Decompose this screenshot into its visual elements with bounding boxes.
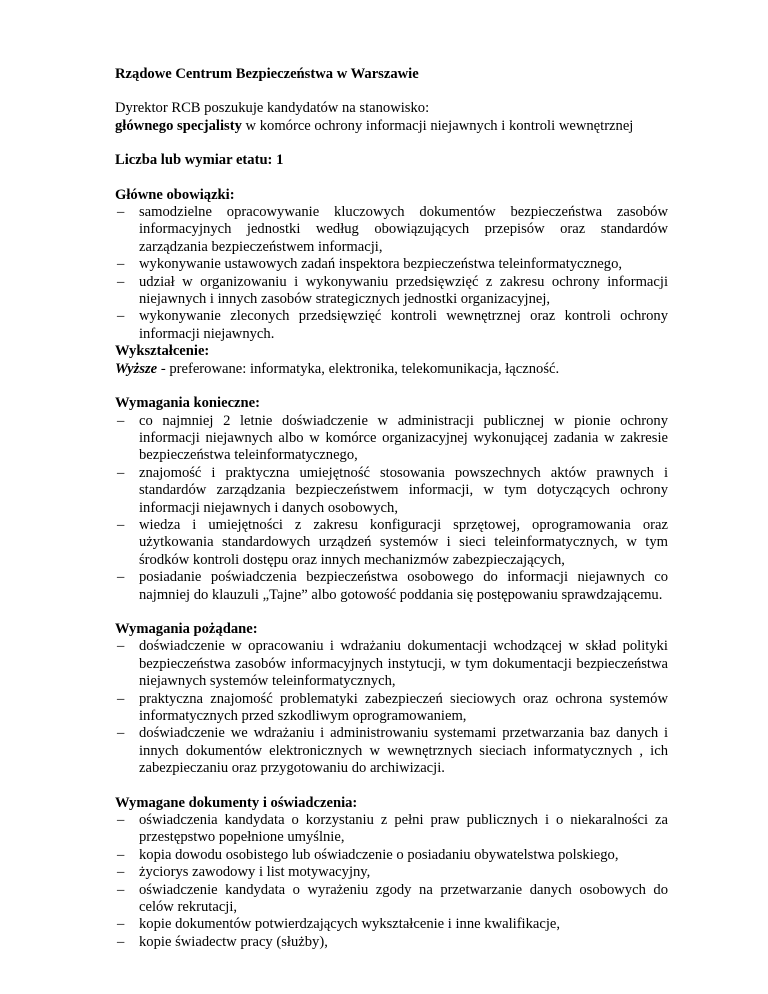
list-item: – co najmniej 2 letnie doświadczenie w administracji publicznej w pionie ochrony informacji niejawnych albo w komórce organizacyjnej wykonującej zadania w zakresie bezpieczeństwa teleinformatycznego, [115, 413, 668, 465]
list-item: – kopie świadectw pracy (służby), [115, 934, 668, 951]
documents-list [115, 812, 668, 951]
education-section [115, 343, 668, 378]
desired-list [115, 638, 668, 777]
duties-heading: Główne obowiązki: [115, 186, 235, 203]
list-item: – wiedza i umiejętności z zakresu konfiguracji sprzętowej, oprogramowania oraz użytkowania standardowych urządzeń systemów i sieci teleinformatycznych, w tym środków kontroli dostępu oraz innych mechanizmów zabezpieczających, [115, 517, 668, 569]
org-title: Rządowe Centrum Bezpieczeństwa w Warszawie [115, 66, 419, 82]
list-item: – doświadczenie we wdrażaniu i administrowaniu systemami przetwarzania baz danych i innych dokumentów elektronicznych w wewnętrznych sieciach informatycznych , ich zabezpieczaniu oraz przygotowaniu do archiwizacji. [115, 725, 668, 777]
list-item: – doświadczenie w opracowaniu i wdrażaniu dokumentacji wchodzącej w skład polityki bezpieczeństwa zasobów informacyjnych instytucji, w tym dokumentacji bezpieczeństwa niejawnych systemów teleinformatycznych, [115, 638, 668, 690]
education-detail: - preferowane: informatyka, elektronika, telekomunikacja, łączność. [157, 360, 560, 377]
position-title: głównego specjalisty [115, 117, 242, 134]
documents-section [115, 795, 668, 952]
duties-section [115, 187, 668, 344]
required-section [115, 395, 668, 604]
education-heading: Wykształcenie: [115, 343, 210, 360]
intro [115, 100, 668, 135]
duties-list [115, 204, 668, 343]
list-item: – udział w organizowaniu i wykonywaniu przedsięwzięć z zakresu ochrony informacji niejawnych i innych zasobów strategicznych jednostki organizacyjnej, [115, 274, 668, 309]
list-item: – posiadanie poświadczenia bezpieczeństwa osobowego do informacji niejawnych co najmniej do klauzuli „Tajne” albo gotowość poddania się postępowaniu sprawdzającemu. [115, 569, 668, 604]
list-item: – oświadczenia kandydata o korzystaniu z pełni praw publicznych i o niekaralności za przestępstwo popełnione umyślnie, [115, 812, 668, 847]
etat-line: Liczba lub wymiar etatu: 1 [115, 152, 284, 169]
list-item: – samodzielne opracowywanie kluczowych dokumentów bezpieczeństwa zasobów informacyjnych jednostki według obowiązujących przepisów oraz standardów zarządzania bezpieczeństwem informacji, [115, 204, 668, 256]
list-item: – wykonywanie zleconych przedsięwzięć kontroli wewnętrznej oraz kontroli ochrony informacji niejawnych. [115, 308, 668, 343]
intro-line: Dyrektor RCB poszukuje kandydatów na stanowisko: [115, 100, 430, 117]
required-heading: Wymagania konieczne: [115, 395, 260, 412]
desired-section [115, 621, 668, 778]
list-item: – życiorys zawodowy i list motywacyjny, [115, 864, 668, 881]
desired-heading: Wymagania pożądane: [115, 620, 258, 637]
position-detail: w komórce ochrony informacji niejawnych i kontroli wewnętrznej [241, 117, 634, 134]
position-line [115, 118, 668, 135]
education-level: Wyższe [115, 360, 158, 377]
list-item: – praktyczna znajomość problematyki zabezpieczeń sieciowych oraz ochrona systemów informatycznych przed szkodliwym oprogramowaniem, [115, 691, 668, 726]
documents-heading: Wymagane dokumenty i oświadczenia: [115, 794, 358, 811]
list-item: – kopia dowodu osobistego lub oświadczenie o posiadaniu obywatelstwa polskiego, [115, 847, 668, 864]
required-list [115, 413, 668, 604]
list-item: – oświadczenie kandydata o wyrażeniu zgody na przetwarzanie danych osobowych do celów rekrutacji, [115, 882, 668, 917]
list-item: – znajomość i praktyczna umiejętność stosowania powszechnych aktów prawnych i standardów zarządzania bezpieczeństwem informacji, w tym dotyczących ochrony informacji niejawnych i danych osobowych, [115, 465, 668, 517]
education-line [115, 361, 668, 378]
list-item: – kopie dokumentów potwierdzających wykształcenie i inne kwalifikacje, [115, 916, 668, 933]
list-item: – wykonywanie ustawowych zadań inspektora bezpieczeństwa teleinformatycznego, [115, 256, 668, 273]
